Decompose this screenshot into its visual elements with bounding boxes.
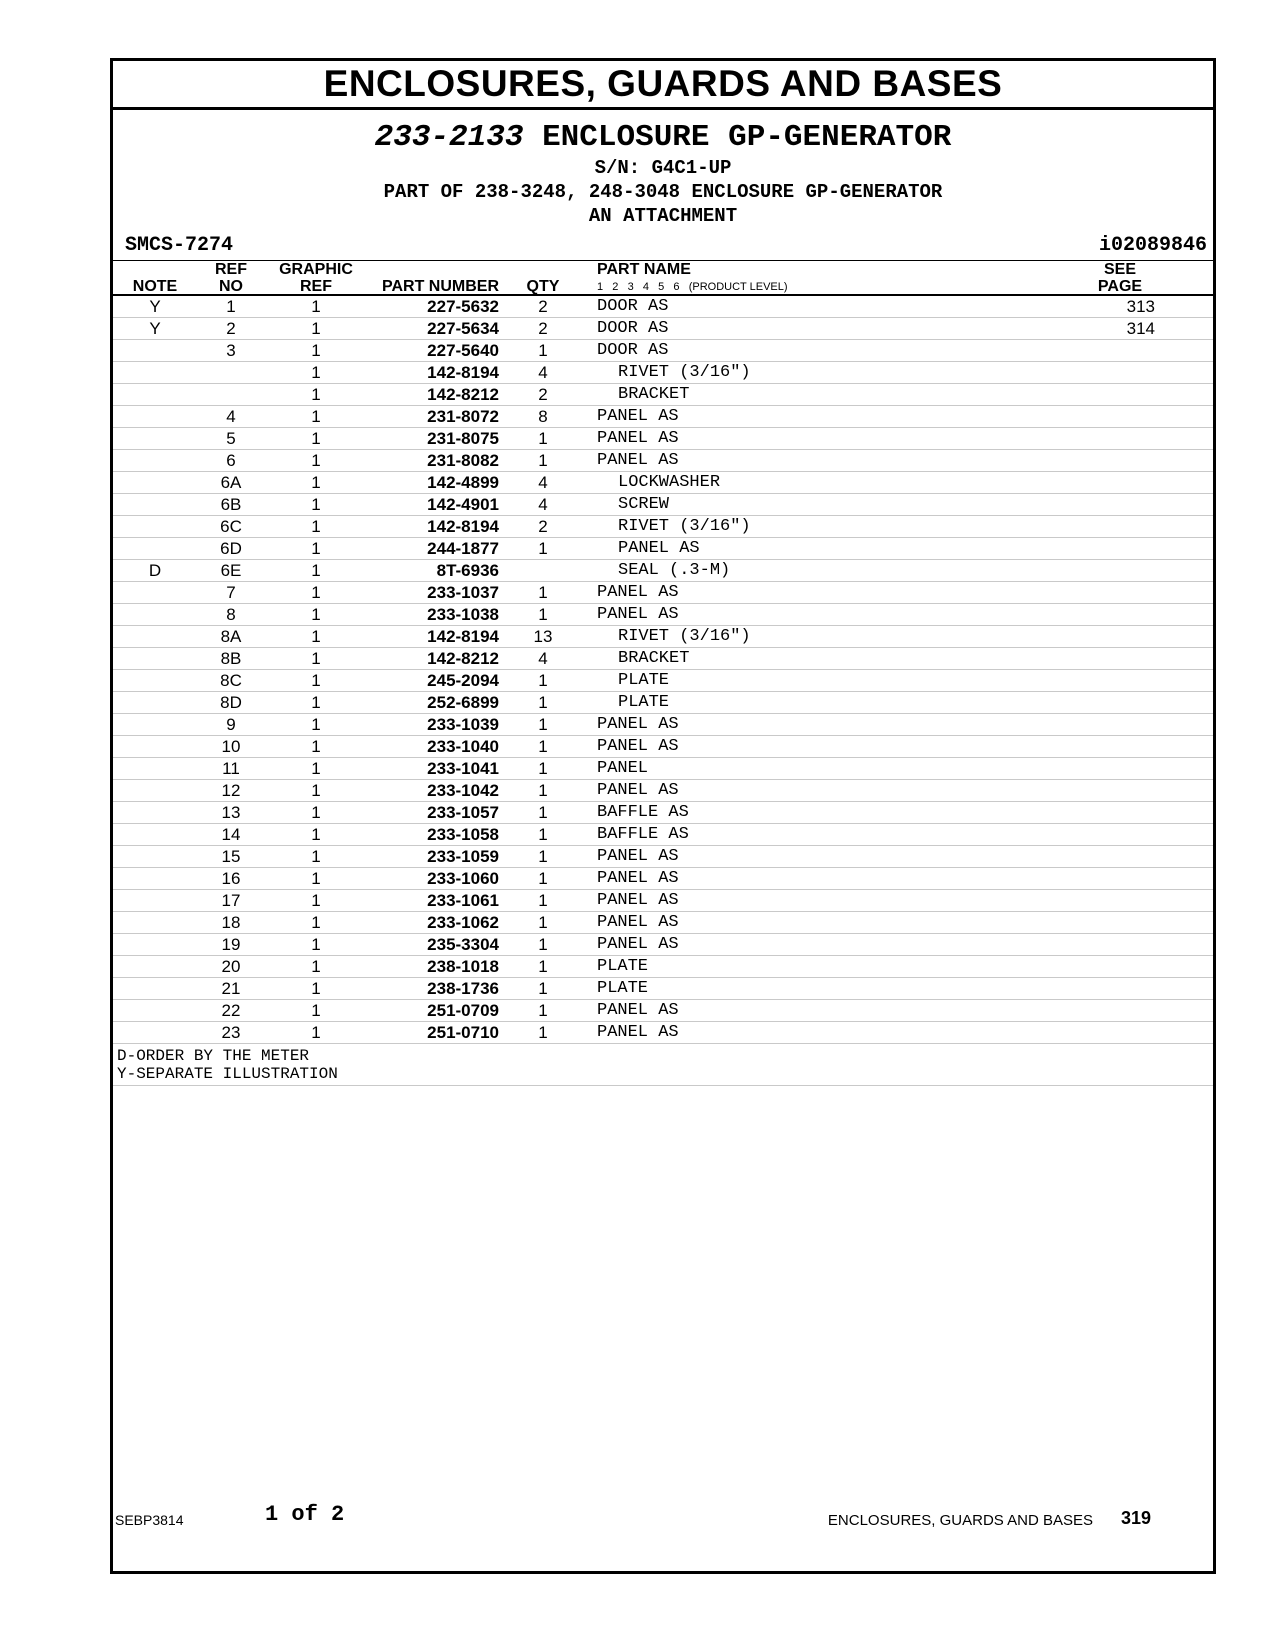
graphic-ref-cell: 1 [311, 407, 321, 426]
table-row [113, 978, 1213, 1000]
table-row [113, 296, 1213, 318]
part-name-cell: PANEL AS [597, 935, 679, 954]
part-number-cell: 251-0709 [427, 1001, 499, 1020]
col-part-number: PART NUMBER [381, 278, 499, 295]
qty-cell: 1 [538, 869, 548, 888]
table-row [113, 934, 1213, 956]
part-name-cell: RIVET (3/16") [618, 517, 751, 536]
see-page-cell: 314 [1126, 319, 1155, 338]
ref-no-cell: 19 [221, 935, 241, 954]
part-number-cell: 8T-6936 [436, 561, 499, 580]
part-name-cell: PLATE [597, 979, 649, 998]
part-number-cell: 233-1059 [427, 847, 499, 866]
ref-no-cell: 6D [220, 539, 242, 558]
table-row [113, 1000, 1213, 1022]
part-name-cell: PANEL AS [597, 605, 679, 624]
part-number-cell: 251-0710 [427, 1023, 499, 1042]
table-row [113, 406, 1213, 428]
part-name-cell: PANEL AS [618, 539, 700, 558]
graphic-ref-cell: 1 [311, 297, 321, 316]
table-row [113, 560, 1213, 582]
qty-cell: 2 [538, 319, 548, 338]
part-name-cell: PANEL AS [597, 715, 679, 734]
part-name-cell: PLATE [597, 957, 649, 976]
table-row [113, 824, 1213, 846]
graphic-ref-cell: 1 [311, 473, 321, 492]
table-row [113, 538, 1213, 560]
table-row [113, 912, 1213, 934]
part-number-cell: 244-1877 [427, 539, 499, 558]
ref-no-cell: 21 [221, 979, 241, 998]
ref-no-cell: 5 [226, 429, 236, 448]
part-number-cell: 233-1061 [427, 891, 499, 910]
ref-no-cell: 13 [221, 803, 241, 822]
qty-cell: 2 [538, 297, 548, 316]
part-number-cell: 231-8075 [427, 429, 499, 448]
ref-no-cell: 16 [221, 869, 241, 888]
part-name-cell: LOCKWASHER [618, 473, 721, 492]
part-of-line: PART OF 238-3248, 248-3048 ENCLOSURE GP-GENERATOR [383, 181, 943, 203]
graphic-ref-cell: 1 [311, 869, 321, 888]
part-name-cell: PANEL AS [597, 913, 679, 932]
part-number-cell: 233-1042 [427, 781, 499, 800]
col-graphic-bottom: REF [300, 278, 332, 295]
ref-no-cell: 8A [220, 627, 242, 646]
table-row [113, 1022, 1213, 1044]
part-number-cell: 238-1736 [427, 979, 499, 998]
part-number-cell: 233-1057 [427, 803, 499, 822]
part-name-cell: PANEL AS [597, 781, 679, 800]
graphic-ref-cell: 1 [311, 935, 321, 954]
graphic-ref-cell: 1 [311, 825, 321, 844]
part-name-cell: PANEL AS [597, 847, 679, 866]
part-name-cell: PANEL AS [597, 891, 679, 910]
qty-cell: 1 [538, 1001, 548, 1020]
qty-cell: 1 [538, 781, 548, 800]
table-row [113, 670, 1213, 692]
ref-no-cell: 14 [221, 825, 241, 844]
part-name-cell: BRACKET [618, 385, 690, 404]
ref-no-cell: 18 [221, 913, 241, 932]
ref-no-cell: 8C [220, 671, 242, 690]
part-number-cell: 142-8194 [427, 627, 499, 646]
table-row [113, 516, 1213, 538]
graphic-ref-cell: 1 [311, 979, 321, 998]
ref-no-cell: 17 [221, 891, 241, 910]
ref-no-cell: 7 [226, 583, 236, 602]
serial-number: S/N: G4C1-UP [594, 157, 732, 179]
part-name-cell: PANEL AS [597, 1023, 679, 1042]
note-cell: D [148, 561, 162, 580]
part-number-cell: 233-1037 [427, 583, 499, 602]
part-name-cell: PANEL AS [597, 737, 679, 756]
table-row [113, 846, 1213, 868]
table-row [113, 890, 1213, 912]
ref-no-cell: 8D [220, 693, 242, 712]
qty-cell: 2 [538, 385, 548, 404]
qty-cell: 4 [538, 363, 548, 382]
ref-no-cell: 23 [221, 1023, 241, 1042]
graphic-ref-cell: 1 [311, 429, 321, 448]
qty-cell: 1 [538, 803, 548, 822]
part-name-cell: PANEL AS [597, 1001, 679, 1020]
qty-cell: 1 [538, 451, 548, 470]
qty-cell: 4 [538, 649, 548, 668]
col-ref-bottom: NO [219, 278, 243, 295]
graphic-ref-cell: 1 [311, 605, 321, 624]
qty-cell: 1 [538, 957, 548, 976]
graphic-ref-cell: 1 [311, 627, 321, 646]
part-number-cell: 231-8082 [427, 451, 499, 470]
part-number-cell: 142-8212 [427, 385, 499, 404]
table-row [113, 494, 1213, 516]
part-number-cell: 142-4899 [427, 473, 499, 492]
part-name-cell: DOOR AS [597, 319, 669, 338]
table-row [113, 318, 1213, 340]
graphic-ref-cell: 1 [311, 737, 321, 756]
part-number-cell: 142-8194 [427, 517, 499, 536]
graphic-ref-cell: 1 [311, 649, 321, 668]
part-name-cell: DOOR AS [597, 297, 669, 316]
part-number-cell: 142-4901 [427, 495, 499, 514]
table-row [113, 780, 1213, 802]
qty-cell: 1 [538, 429, 548, 448]
table-row [113, 736, 1213, 758]
part-number-cell: 233-1040 [427, 737, 499, 756]
part-name-cell: PLATE [618, 671, 670, 690]
document-number: SEBP3814 [115, 1512, 184, 1528]
note-cell: Y [149, 297, 161, 316]
part-number-cell: 227-5632 [427, 297, 499, 316]
graphic-ref-cell: 1 [311, 561, 321, 580]
graphic-ref-cell: 1 [311, 957, 321, 976]
ref-no-cell: 1 [226, 297, 236, 316]
table-row [113, 582, 1213, 604]
part-name-cell: PANEL AS [597, 429, 679, 448]
footnote: Y-SEPARATE ILLUSTRATION [117, 1065, 338, 1083]
graphic-ref-cell: 1 [311, 451, 321, 470]
part-name-cell: SEAL (.3-M) [618, 561, 731, 580]
part-number-cell: 233-1058 [427, 825, 499, 844]
ref-no-cell: 20 [221, 957, 241, 976]
qty-cell: 1 [538, 759, 548, 778]
part-name-cell: PANEL AS [597, 407, 679, 426]
part-number-cell: 142-8212 [427, 649, 499, 668]
page-number: 319 [1120, 1508, 1151, 1528]
attachment-line: AN ATTACHMENT [588, 205, 738, 227]
part-number-cell: 235-3304 [427, 935, 499, 954]
page-of-indicator: 1 of 2 [265, 1502, 345, 1527]
graphic-ref-cell: 1 [311, 385, 321, 404]
part-number-cell: 227-5634 [427, 319, 499, 338]
graphic-ref-cell: 1 [311, 319, 321, 338]
ref-no-cell: 15 [221, 847, 241, 866]
main-part-name: ENCLOSURE GP-GENERATOR [542, 120, 952, 155]
table-row [113, 692, 1213, 714]
part-number-cell: 245-2094 [427, 671, 499, 690]
part-name-cell: BAFFLE AS [597, 803, 689, 822]
graphic-ref-cell: 1 [311, 759, 321, 778]
smcs-code: SMCS-7274 [125, 234, 234, 257]
part-number-cell: 233-1060 [427, 869, 499, 888]
part-name-cell: PANEL AS [597, 583, 679, 602]
graphic-ref-cell: 1 [311, 913, 321, 932]
ref-no-cell: 4 [226, 407, 236, 426]
part-number-cell: 142-8194 [427, 363, 499, 382]
part-number-cell: 231-8072 [427, 407, 499, 426]
qty-cell: 1 [538, 671, 548, 690]
part-name-cell: PANEL [597, 759, 649, 778]
table-row [113, 626, 1213, 648]
col-product-levels: 1 2 3 4 5 6 (PRODUCT LEVEL) [597, 281, 788, 293]
table-row [113, 802, 1213, 824]
qty-cell: 1 [538, 979, 548, 998]
graphic-ref-cell: 1 [311, 715, 321, 734]
table-row [113, 472, 1213, 494]
ref-no-cell: 8B [220, 649, 242, 668]
qty-cell: 1 [538, 825, 548, 844]
footnote: D-ORDER BY THE METER [117, 1047, 310, 1065]
table-row [113, 428, 1213, 450]
part-name-cell: SCREW [618, 495, 670, 514]
part-header [113, 110, 1213, 228]
table-row [113, 450, 1213, 472]
qty-cell: 1 [538, 935, 548, 954]
qty-cell: 1 [538, 341, 548, 360]
graphic-ref-cell: 1 [311, 495, 321, 514]
qty-cell: 1 [538, 913, 548, 932]
qty-cell: 1 [538, 1023, 548, 1042]
ref-no-cell: 22 [221, 1001, 241, 1020]
col-see-bottom: PAGE [1097, 278, 1143, 295]
section-title: ENCLOSURES, GUARDS AND BASES [113, 61, 1213, 110]
qty-cell: 1 [538, 539, 548, 558]
qty-cell: 4 [538, 495, 548, 514]
ref-no-cell: 6B [220, 495, 242, 514]
footer-section-title: ENCLOSURES, GUARDS AND BASES [827, 1512, 1093, 1529]
table-row [113, 384, 1213, 406]
qty-cell: 4 [538, 473, 548, 492]
qty-cell: 8 [538, 407, 548, 426]
qty-cell: 2 [538, 517, 548, 536]
table-header [113, 260, 1213, 296]
table-row [113, 604, 1213, 626]
ref-no-cell: 9 [226, 715, 236, 734]
ref-no-cell: 6A [220, 473, 242, 492]
part-name-cell: RIVET (3/16") [618, 363, 751, 382]
part-name-cell: PLATE [618, 693, 670, 712]
graphic-ref-cell: 1 [311, 891, 321, 910]
ref-no-cell: 6E [220, 561, 242, 580]
table-row [113, 714, 1213, 736]
part-name-cell: PANEL AS [597, 869, 679, 888]
col-ref-top: REF [215, 261, 247, 278]
graphic-ref-cell: 1 [311, 693, 321, 712]
page-frame [110, 58, 1216, 1574]
graphic-ref-cell: 1 [311, 803, 321, 822]
note-cell: Y [149, 319, 161, 338]
main-part-number: 233-2133 [374, 120, 524, 155]
qty-cell: 1 [538, 847, 548, 866]
qty-cell: 1 [538, 737, 548, 756]
part-number-cell: 233-1038 [427, 605, 499, 624]
part-number-cell: 233-1041 [427, 759, 499, 778]
col-qty: QTY [526, 278, 560, 295]
ref-no-cell: 2 [226, 319, 236, 338]
part-name-cell: PANEL AS [597, 451, 679, 470]
table-row [113, 648, 1213, 670]
table-row [113, 362, 1213, 384]
graphic-ref-cell: 1 [311, 1023, 321, 1042]
part-number-cell: 238-1018 [427, 957, 499, 976]
graphic-ref-cell: 1 [311, 1001, 321, 1020]
ref-no-cell: 8 [226, 605, 236, 624]
qty-cell: 1 [538, 583, 548, 602]
see-page-cell: 313 [1126, 297, 1155, 316]
graphic-ref-cell: 1 [311, 781, 321, 800]
table-row [113, 340, 1213, 362]
col-graphic-top: GRAPHIC [279, 261, 353, 278]
ref-no-cell: 10 [221, 737, 241, 756]
part-number-cell: 252-6899 [427, 693, 499, 712]
part-number-cell: 233-1039 [427, 715, 499, 734]
qty-cell: 1 [538, 605, 548, 624]
part-name-cell: DOOR AS [597, 341, 669, 360]
part-name-cell: BRACKET [618, 649, 690, 668]
part-number-cell: 227-5640 [427, 341, 499, 360]
ref-no-cell: 6 [226, 451, 236, 470]
ref-no-cell: 6C [220, 517, 242, 536]
graphic-ref-cell: 1 [311, 583, 321, 602]
part-title [113, 120, 1213, 156]
footnotes [113, 1044, 1213, 1086]
graphic-ref-cell: 1 [311, 341, 321, 360]
ref-no-cell: 11 [222, 759, 240, 778]
col-note: NOTE [132, 278, 178, 295]
graphic-ref-cell: 1 [311, 363, 321, 382]
part-number-cell: 233-1062 [427, 913, 499, 932]
table-row [113, 868, 1213, 890]
part-name-cell: RIVET (3/16") [618, 627, 751, 646]
ref-no-cell: 12 [221, 781, 241, 800]
qty-cell: 1 [538, 715, 548, 734]
qty-cell: 1 [538, 693, 548, 712]
parts-table-body [113, 296, 1213, 1086]
part-name-cell: BAFFLE AS [597, 825, 689, 844]
qty-cell: 1 [538, 891, 548, 910]
graphic-ref-cell: 1 [311, 847, 321, 866]
col-part-name: PART NAME [597, 261, 691, 278]
graphic-ref-cell: 1 [311, 517, 321, 536]
col-see-top: SEE [1103, 261, 1136, 278]
graphic-ref-cell: 1 [311, 539, 321, 558]
illustration-id: i02089846 [1098, 234, 1207, 257]
ref-no-cell: 3 [226, 341, 236, 360]
table-row [113, 758, 1213, 780]
qty-cell: 13 [533, 627, 553, 646]
graphic-ref-cell: 1 [311, 671, 321, 690]
table-row [113, 956, 1213, 978]
